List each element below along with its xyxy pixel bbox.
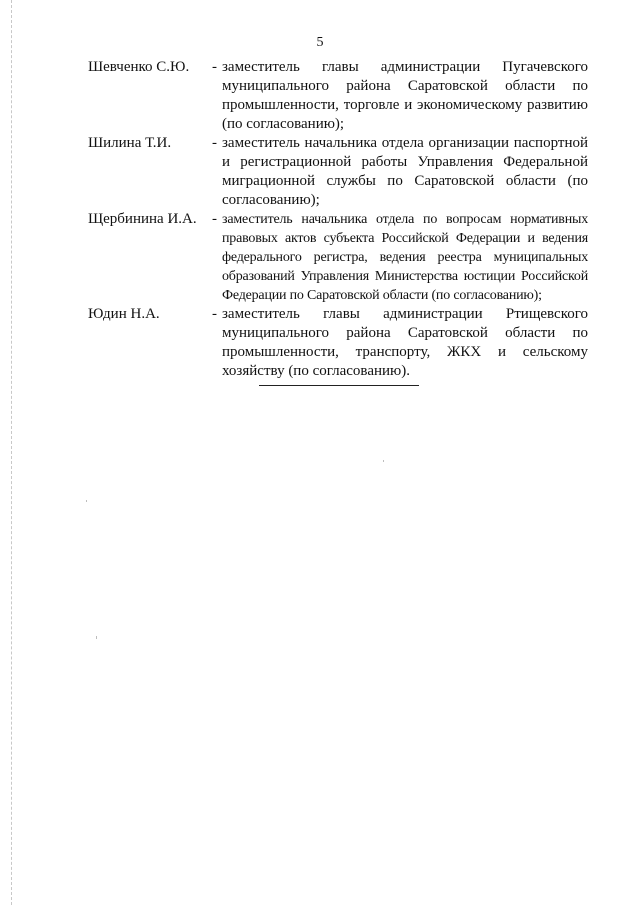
entry-dash: - xyxy=(212,306,217,322)
closing-rule xyxy=(259,385,419,386)
member-name: Шилина Т.И. xyxy=(88,135,172,151)
scan-speck xyxy=(383,460,384,462)
entry-dash: - xyxy=(212,135,217,151)
member-position: заместитель начальника отдела по вопросам нормативных правовых актов субъекта Российской Федерации и ведения федерального регистра, ведения реестра муниципальных образований Управления Министерства юстиции Российской Федерации по Саратовской области (по согласованию); xyxy=(222,212,588,303)
scan-speck xyxy=(96,636,97,639)
list-item xyxy=(88,305,588,381)
scan-edge-artifact xyxy=(11,0,12,905)
scan-speck xyxy=(86,500,87,502)
members-list xyxy=(88,58,588,381)
member-position: заместитель главы администрации Ртищевского муниципального района Саратовской области по промышленности, транспорту, ЖКХ и сельскому хозяйству (по согласованию). xyxy=(222,306,588,379)
list-item xyxy=(88,134,588,210)
entry-dash: - xyxy=(212,211,217,227)
entry-dash: - xyxy=(212,59,217,75)
member-name: Щербинина И.А. xyxy=(88,211,197,227)
list-item xyxy=(88,210,588,305)
member-name: Юдин Н.А. xyxy=(88,306,160,322)
member-position: заместитель главы администрации Пугачевского муниципального района Саратовской области по промышленности, торговле и экономическому развитию (по согласованию); xyxy=(222,59,588,132)
member-name: Шевченко С.Ю. xyxy=(88,59,190,75)
member-position: заместитель начальника отдела организации паспортной и регистрационной работы Управления Федеральной миграционной службы по Саратовской области (по согласованию); xyxy=(222,135,588,208)
page-number: 5 xyxy=(316,35,324,50)
list-item xyxy=(88,58,588,134)
